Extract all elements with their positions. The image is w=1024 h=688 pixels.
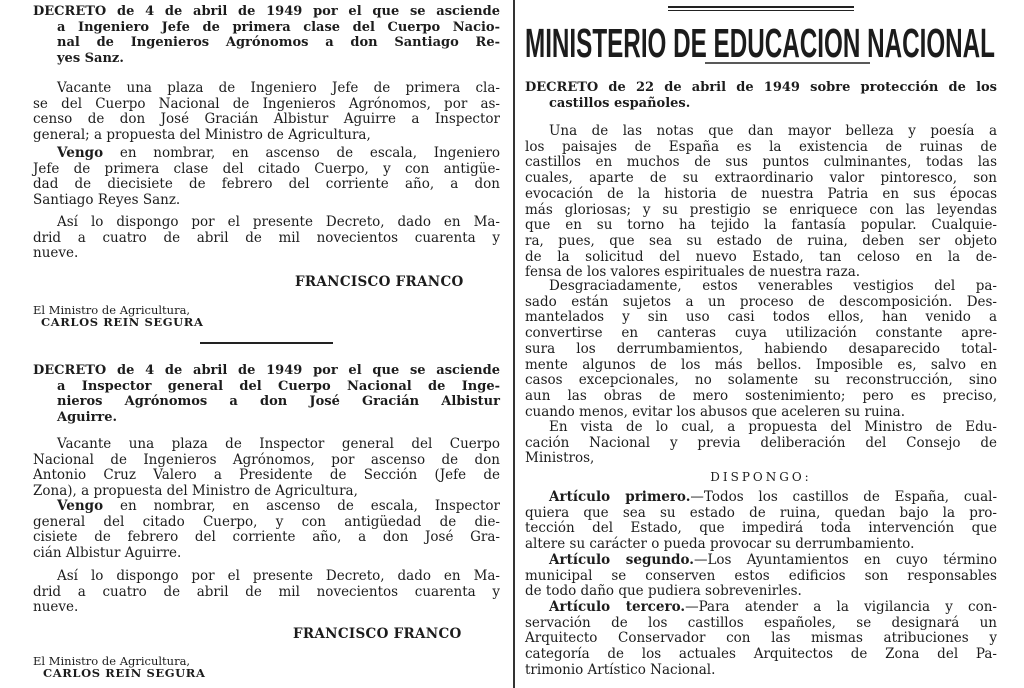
line-text: —Los Ayuntamientos en cuyo término — [693, 552, 997, 568]
article-3 — [525, 600, 997, 679]
decree-1-minister-name: CARLOS REIN SEGURA — [41, 315, 204, 329]
text-line: cián Albistur Aguirre. — [33, 545, 182, 562]
title-rule-top — [668, 6, 854, 8]
text-line: cuales, aparte de su extraordinario valor pintoresco, son — [525, 170, 997, 187]
text-line: Vacante una plaza de Ingeniero Jefe de primera cla- — [57, 80, 500, 96]
decree-1-paragraph-3 — [33, 215, 500, 262]
article-1 — [525, 490, 997, 553]
text-line: En vista de lo cual, a propuesta del Ministro de Edu- — [549, 419, 997, 435]
text-line: DECRETO de 22 de abril de 1949 sobre protección de los — [525, 80, 997, 95]
article-2 — [525, 553, 997, 600]
bold-lead: Artículo segundo. — [549, 552, 694, 568]
decree-2-heading — [33, 363, 500, 426]
decree-2-minister-title: El Ministro de Agricultura, — [33, 654, 191, 668]
text-line: general del citado Cuerpo, y con antigüedad de die- — [33, 513, 500, 530]
text-line: Una de las notas que dan mayor belleza y poesía a — [549, 123, 997, 139]
text-line: drid a cuatro de abril de mil novecientos cuarenta y — [33, 229, 500, 246]
text-line: Ministros, — [525, 450, 595, 467]
text-line: censo de don José Gracián Albistur Aguirre a Inspector — [33, 111, 500, 128]
text-line: Jefe de primera clase del citado Cuerpo, y con antigüe- — [33, 160, 500, 177]
text-line — [33, 146, 500, 162]
text-line: nueve. — [33, 245, 79, 262]
column-divider — [513, 0, 515, 688]
text-line: los paisajes de España es la existencia de ruinas de — [525, 138, 997, 155]
decree-2-paragraph-2 — [33, 499, 500, 562]
line-text: en nombrar, en ascenso de escala, Ingeniero — [103, 145, 500, 161]
text-line — [33, 499, 500, 515]
bold-lead: Vengo — [57, 498, 104, 514]
bold-lead: Artículo tercero. — [549, 599, 686, 615]
text-line: de la solicitud del nuevo Estado, tan celoso en la de- — [525, 248, 997, 265]
line-text: —Para atender a la vigilancia y con- — [685, 599, 997, 615]
dispongo-heading: DISPONGO: — [710, 470, 812, 484]
text-line: casos excepcionales, no solamente su reconstrucción, sino — [525, 372, 997, 389]
text-line: servación de los castillos españoles, se designará un — [525, 614, 997, 631]
text-line: ra, pues, que sea su estado de ruina, deben ser objeto — [525, 232, 997, 249]
decree-2-paragraph-1 — [33, 437, 500, 500]
text-line: dad de diecisiete de febrero del corriente año, a don — [33, 176, 500, 193]
decree-1-minister-title: El Ministro de Agricultura, — [33, 303, 191, 317]
text-line: mantelados y sin uso casi todos ellos, han venido a — [525, 309, 997, 326]
text-line: castillos españoles. — [549, 95, 691, 111]
text-line: más gloriosas; y su prestigio se enriquece con las leyendas — [525, 201, 997, 218]
text-line: altere su carácter o pueda provocar su derrumbamiento. — [525, 536, 915, 553]
text-line: tección del Estado, que impedirá toda intervención que — [525, 520, 997, 537]
decree-2-signature: FRANCISCO FRANCO — [293, 626, 462, 642]
bold-lead: Vengo — [57, 145, 104, 161]
text-line: sado están sujetos a un proceso de descomposición. Des- — [525, 293, 997, 310]
text-line: Zona), a propuesta del Ministro de Agricultura, — [33, 483, 358, 500]
text-line: cisiete de febrero del corriente año, a don José Gra- — [33, 529, 500, 546]
text-line: cuando menos, evitar los abusos que aceleren su ruina. — [525, 403, 906, 420]
text-line: Nacional de Ingenieros Agrónomos, por ascenso de don — [33, 451, 500, 468]
text-line: nueve. — [33, 599, 79, 616]
text-line: a Ingeniero Jefe de primera clase del Cuerpo Nacio- — [57, 19, 500, 35]
text-line: cación Nacional y previa deliberación del Consejo de — [525, 434, 997, 451]
decree-2-paragraph-3 — [33, 569, 500, 616]
text-line: fensa de los valores espirituales de nuestra raza. — [525, 264, 861, 281]
text-line — [525, 490, 997, 506]
text-line: categoría de los actuales Arquitectos de Zona del Pa- — [525, 646, 997, 663]
text-line: yes Sanz. — [57, 51, 124, 67]
text-line: DECRETO de 4 de abril de 1949 por el que se asciende — [33, 4, 500, 19]
text-line: sura los derrumbamientos, habiendo desaparecido total- — [525, 340, 997, 357]
decree-1-paragraph-1 — [33, 81, 500, 144]
decree-3-paragraph-3 — [525, 420, 997, 467]
text-line: castillos en muchos de sus puntos culminantes, todas las — [525, 154, 997, 171]
text-line: general; a propuesta del Ministro de Agricultura, — [33, 127, 371, 144]
decree-3-heading — [525, 80, 997, 111]
decree-2-minister-name: CARLOS REIN SEGURA — [43, 666, 206, 680]
text-line: Desgraciadamente, estos venerables vestigios del pa- — [549, 278, 997, 294]
text-line: nal de Ingenieros Agrónomos a don Santiago Re- — [57, 35, 500, 51]
text-line — [525, 553, 997, 569]
text-line: Aguirre. — [57, 410, 118, 426]
text-line: a Inspector general del Cuerpo Nacional de Inge- — [57, 378, 500, 394]
title-rule-bottom — [668, 10, 854, 11]
text-line: municipal se conserven estos edificios son responsables — [525, 567, 997, 584]
decree-1-paragraph-2 — [33, 146, 500, 209]
line-text: en nombrar, en ascenso de escala, Inspector — [103, 498, 500, 514]
text-line: Santiago Reyes Sanz. — [33, 192, 181, 209]
text-line: trimonio Artístico Nacional. — [525, 661, 716, 678]
line-text: —Todos los castillos de España, cual- — [690, 489, 998, 505]
ministry-title-text: MINISTERIO DE EDUCACION NACIONAL — [525, 24, 995, 66]
decree-3-paragraph-1 — [525, 124, 997, 281]
text-line: quiera que sea su estado de ruina, quedan bajo la pro- — [525, 504, 997, 521]
text-line — [525, 600, 997, 616]
text-line: Arquitecto Conservador con las mismas atribuciones y — [525, 630, 997, 647]
text-line: Antonio Cruz Valero a Presidente de Sección (Jefe de — [33, 467, 500, 484]
text-line: que en su torno ha tejido la fantasía popular. Cualquie- — [525, 217, 997, 234]
decree-3-paragraph-2 — [525, 279, 997, 420]
text-line: Así lo dispongo por el presente Decreto, dado en Ma- — [57, 568, 500, 584]
bold-lead: Artículo primero. — [549, 489, 691, 505]
text-line: de todo daño que pudiera sobrevenirles. — [525, 583, 802, 600]
text-line: drid a cuatro de abril de mil novecientos cuarenta y — [33, 583, 500, 600]
decree-1-signature: FRANCISCO FRANCO — [295, 274, 464, 290]
text-line: nieros Agrónomos a don José Gracián Albistur — [57, 394, 500, 410]
text-line: Así lo dispongo por el presente Decreto, dado en Ma- — [57, 214, 500, 230]
ministry-title — [525, 24, 997, 66]
decree-1-heading — [33, 4, 500, 67]
text-line: se del Cuerpo Nacional de Ingenieros Agrónomos, por as- — [33, 95, 500, 112]
text-line: mente algunos de los más bellos. Imposible es, salvo en — [525, 356, 997, 373]
section-separator — [200, 342, 333, 344]
text-line: Vacante una plaza de Inspector general del Cuerpo — [57, 436, 500, 452]
text-line: aun las obras de mero sostenimiento; pero es preciso, — [525, 387, 997, 404]
text-line: evocación de la historia de nuestra Patria en sus épocas — [525, 185, 997, 202]
text-line: DECRETO de 4 de abril de 1949 por el que se asciende — [33, 363, 500, 378]
text-line: convertirse en canteras cuya utilización constante apre- — [525, 325, 997, 342]
